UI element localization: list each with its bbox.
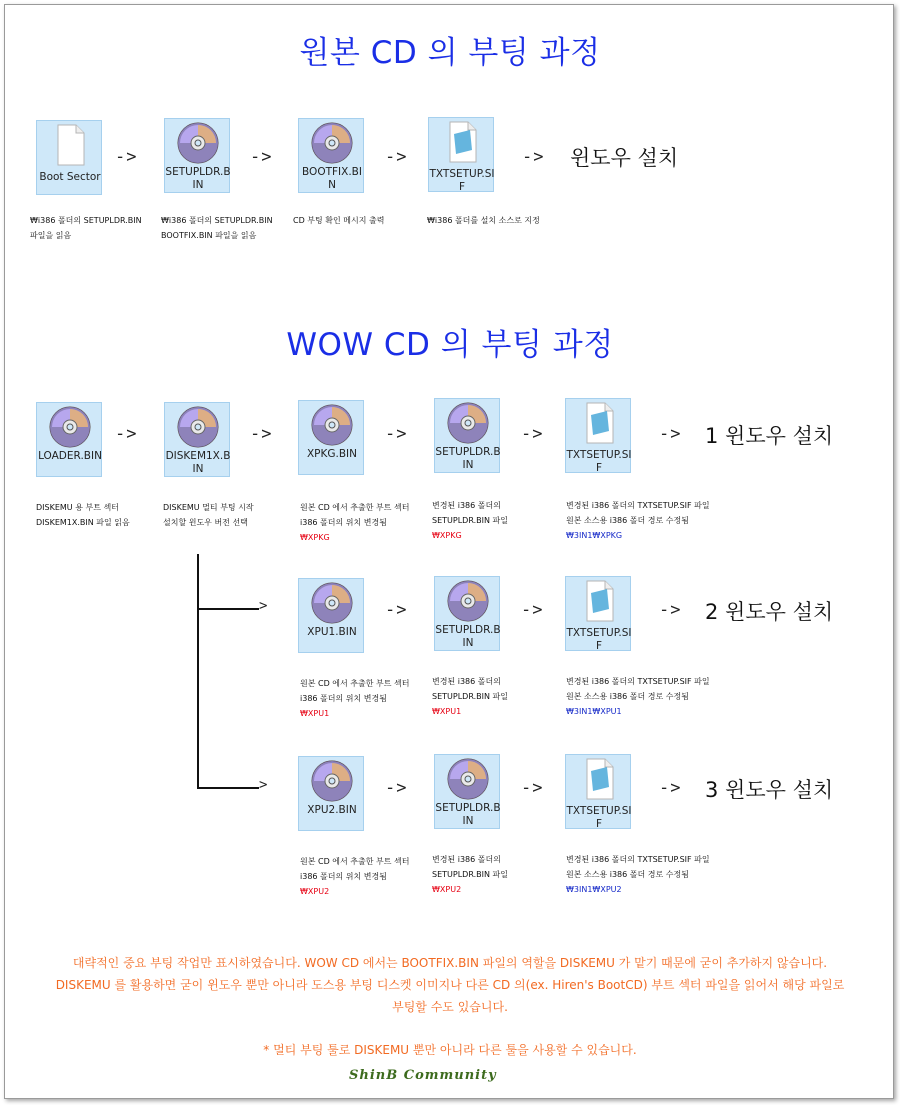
final-step: 2 윈도우 설치 [705, 600, 834, 624]
file-boot-sector[interactable] [298, 578, 364, 653]
step-description: 변경된 i386 폴더의 SETUPLDR.BIN 파일 ₩XPU2 [432, 855, 508, 894]
footnote: 부팅할 수도 있습니다. [392, 1000, 508, 1014]
cd-disc-icon [446, 757, 490, 801]
final-step: 윈도우 설치 [570, 146, 679, 170]
file-setupldr[interactable] [434, 398, 500, 473]
file-setupldr[interactable] [434, 754, 500, 829]
file-setupldr[interactable] [164, 118, 230, 193]
step-description: 변경된 i386 폴더의 TXTSETUP.SIF 파일 원본 소스용 i386 폴더 경로 수정됨 ₩3IN1₩XPU1 [566, 677, 710, 716]
text-file-icon [577, 579, 621, 623]
file-label: DISKEM1X.BIN [165, 450, 231, 475]
final-step: 3 윈도우 설치 [705, 778, 834, 802]
file-txtsetup[interactable] [428, 117, 494, 192]
footnote: DISKEMU 를 활용하면 굳이 윈도우 뿐만 아니라 도스용 부팅 디스켓 이미지나 다른 CD 의(ex. Hiren's BootCD) 부트 섹터 파일을 읽어서 해당 파일로 [55, 978, 845, 992]
community-logo: ShinB Community [349, 1068, 497, 1083]
original-title: 원본 CD 의 부팅 과정 [299, 35, 601, 71]
flow-arrow: -> [521, 778, 544, 798]
step-description: ₩i386 폴더의 SETUPLDR.BIN 파일을 읽음 [30, 216, 142, 240]
file-boot-sector[interactable] [298, 400, 364, 475]
step-description: DISKEMU 용 부트 섹터 DISKEM1X.BIN 파일 읽음 [36, 503, 130, 527]
cd-disc-icon [310, 759, 354, 803]
branch-arrowhead: > [259, 777, 269, 793]
flow-arrow: -> [250, 424, 273, 444]
file-label: TXTSETUP.SIF [429, 168, 495, 193]
file-boot-sector[interactable] [36, 120, 102, 195]
branch-line [197, 608, 259, 610]
step-description: 변경된 i386 폴더의 SETUPLDR.BIN 파일 ₩XPKG [432, 501, 508, 540]
cd-disc-icon [310, 581, 354, 625]
text-file-icon [577, 401, 621, 445]
file-label: SETUPLDR.BIN [435, 624, 501, 649]
flow-arrow: -> [522, 147, 545, 167]
file-label: SETUPLDR.BIN [435, 802, 501, 827]
cd-disc-icon [176, 405, 220, 449]
flow-arrow: -> [521, 600, 544, 620]
file-loader[interactable] [36, 402, 102, 477]
file-label: TXTSETUP.SIF [566, 449, 632, 474]
file-setupldr[interactable] [434, 576, 500, 651]
file-txtsetup[interactable] [565, 398, 631, 473]
file-label: TXTSETUP.SIF [566, 805, 632, 830]
cd-disc-icon [310, 121, 354, 165]
step-description: 원본 CD 에서 추출한 부트 섹터 i386 폴더의 위치 변경됨 ₩XPU1 [300, 679, 410, 718]
file-label: XPU1.BIN [307, 626, 357, 638]
text-file-icon [440, 120, 484, 164]
flow-arrow: -> [115, 147, 138, 167]
cd-disc-icon [48, 405, 92, 449]
cd-disc-icon [446, 401, 490, 445]
step-description: DISKEMU 멀티 부팅 시작 설치할 윈도우 버전 선택 [163, 503, 254, 527]
step-description: 원본 CD 에서 추출한 부트 섹터 i386 폴더의 위치 변경됨 ₩XPU2 [300, 857, 410, 896]
file-txtsetup[interactable] [565, 576, 631, 651]
file-label: XPU2.BIN [307, 804, 357, 816]
flow-arrow: -> [385, 778, 408, 798]
file-label: LOADER.BIN [38, 450, 102, 462]
flow-arrow: -> [385, 600, 408, 620]
file-label: Boot Sector [39, 171, 101, 183]
footnote: 대략적인 중요 부팅 작업만 표시하였습니다. WOW CD 에서는 BOOTFIX.BIN 파일의 역할을 DISKEMU 가 맡기 때문에 굳이 추가하지 않습니다. [72, 956, 828, 970]
file-diskemu[interactable] [164, 402, 230, 477]
flow-arrow: -> [659, 424, 682, 444]
step-description: 원본 CD 에서 추출한 부트 섹터 i386 폴더의 위치 변경됨 ₩XPKG [300, 503, 410, 542]
step-description: 변경된 i386 폴더의 SETUPLDR.BIN 파일 ₩XPU1 [432, 677, 508, 716]
flow-arrow: -> [115, 424, 138, 444]
step-description: 변경된 i386 폴더의 TXTSETUP.SIF 파일 원본 소스용 i386 폴더 경로 수정됨 ₩3IN1₩XPKG [566, 501, 710, 540]
wow-title: WOW CD 의 부팅 과정 [286, 327, 614, 363]
document-icon [48, 123, 92, 167]
step-description: ₩i386 폴더의 SETUPLDR.BIN BOOTFIX.BIN 파일을 읽음 [161, 216, 273, 240]
step-description: 변경된 i386 폴더의 TXTSETUP.SIF 파일 원본 소스용 i386 폴더 경로 수정됨 ₩3IN1₩XPU2 [566, 855, 710, 894]
final-step: 1 윈도우 설치 [705, 424, 834, 448]
file-label: XPKG.BIN [306, 448, 358, 460]
branch-arrowhead: > [259, 598, 269, 614]
flow-arrow: -> [521, 424, 544, 444]
file-label: SETUPLDR.BIN [435, 446, 501, 471]
file-label: SETUPLDR.BIN [165, 166, 231, 191]
cd-disc-icon [176, 121, 220, 165]
footnote: * 멀티 부팅 툴로 DISKEMU 뿐만 아니라 다른 툴을 사용할 수 있습니다. [263, 1043, 637, 1057]
file-label: TXTSETUP.SIF [566, 627, 632, 652]
file-label: BOOTFIX.BIN [302, 166, 362, 191]
file-bootfix[interactable] [298, 118, 364, 193]
flow-arrow: -> [659, 600, 682, 620]
flow-arrow: -> [659, 778, 682, 798]
step-description: CD 부팅 확인 메시지 출력 [293, 216, 385, 225]
branch-line [197, 554, 199, 789]
cd-disc-icon [446, 579, 490, 623]
flow-arrow: -> [385, 147, 408, 167]
flow-arrow: -> [250, 147, 273, 167]
flow-arrow: -> [385, 424, 408, 444]
file-boot-sector[interactable] [298, 756, 364, 831]
text-file-icon [577, 757, 621, 801]
step-description: ₩i386 폴더를 설치 소스로 지정 [427, 216, 540, 225]
branch-line [197, 787, 259, 789]
cd-disc-icon [310, 403, 354, 447]
file-txtsetup[interactable] [565, 754, 631, 829]
